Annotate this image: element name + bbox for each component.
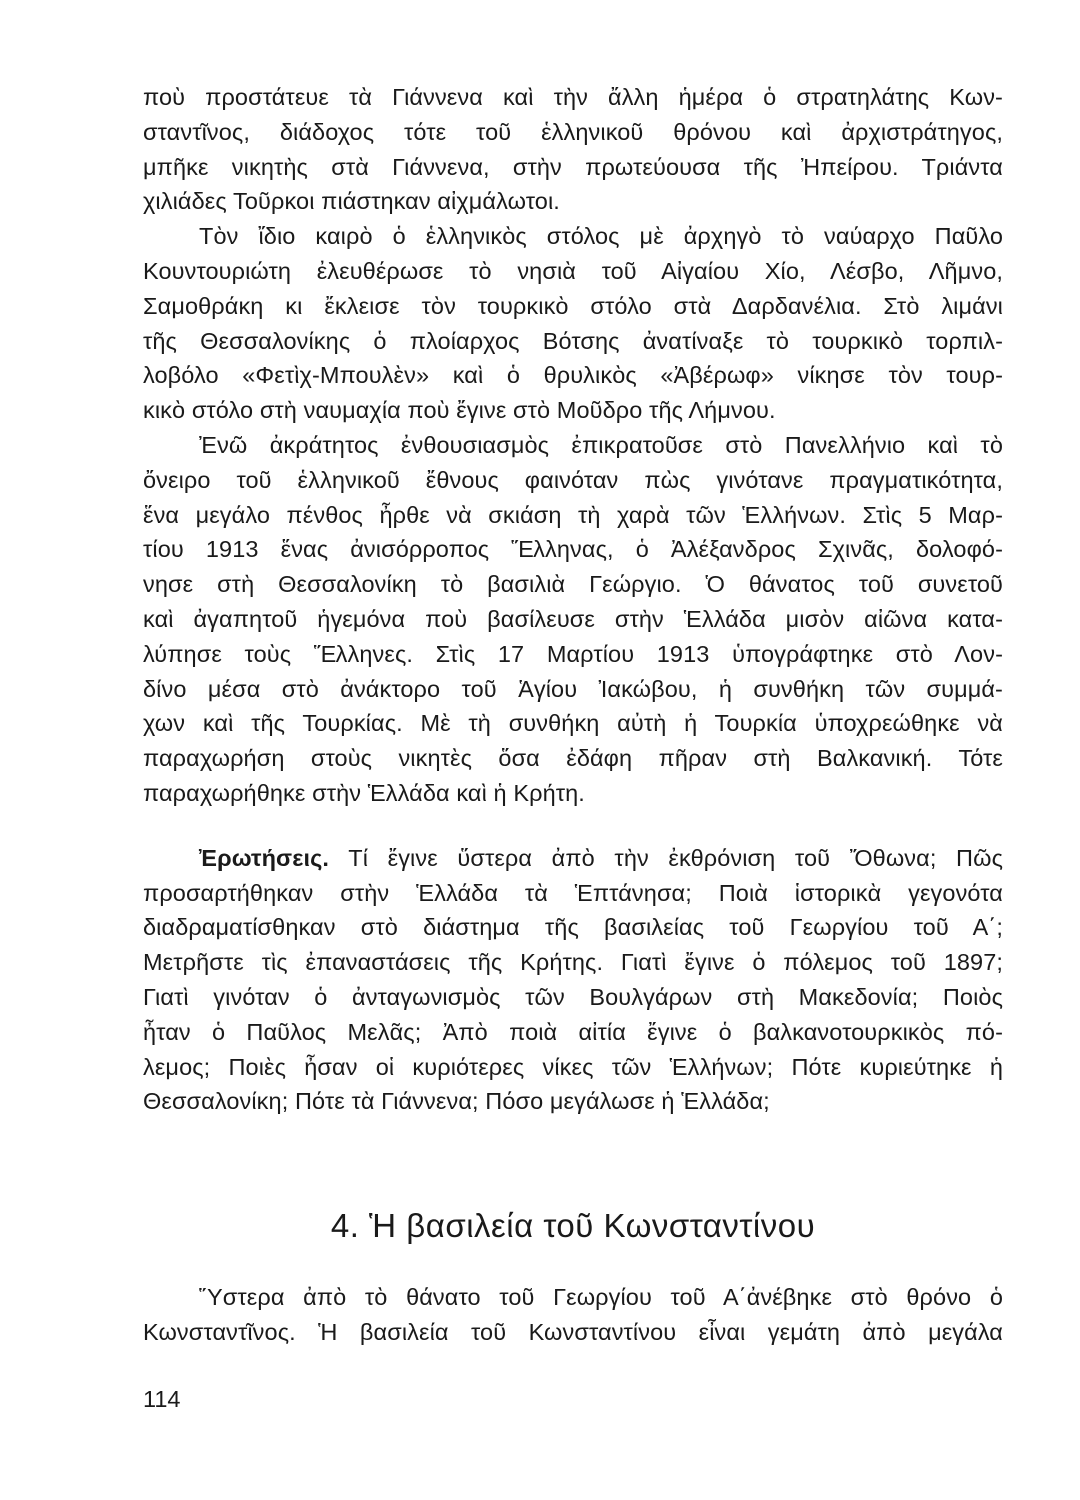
questions-line: προσαρτήθηκαν στὴν Ἑλλάδα τὰ Ἑπτάνησα; Ποιὰ ἱστορικὰ γεγονότα (143, 879, 1003, 906)
questions-line: Γιατὶ γινόταν ὁ ἀνταγωνισμὸς τῶν Βουλγάρων στὴ Μακεδονία; Ποιὸς (143, 983, 1003, 1010)
questions-line: Θεσσαλονίκη; Πότε τὰ Γιάννενα; Πόσο μεγάλωσε ἡ Ἑλλάδα; (143, 1088, 770, 1115)
body-line: ὄνειρο τοῦ ἑλληνικοῦ ἔθνους φαινόταν πὼς γινότανε πραγματικότητα, (143, 466, 1003, 493)
body-line: παραχωρήση στοὺς νικητὲς ὅσα ἐδάφη πῆραν στὴ Βαλκανική. Τότε (143, 745, 1003, 772)
body-line: χιλιάδες Τοῦρκοι πιάστηκαν αἰχμάλωτοι. (143, 188, 560, 215)
body-line: Ἐνῶ ἀκράτητος ἐνθουσιασμὸς ἐπικρατοῦσε στὸ Πανελλήνιο καὶ τὸ (199, 431, 1003, 458)
questions-line: λεμος; Ποιὲς ἦσαν οἱ κυριότερες νίκες τῶν Ἑλλήνων; Πότε κυριεύτηκε ἡ (143, 1053, 1003, 1080)
questions-first-line (143, 841, 1003, 876)
main-text (143, 80, 1003, 1119)
body-line: Σαμοθράκη κι ἔκλεισε τὸν τουρκικὸ στόλο στὰ Δαρδανέλια. Στὸ λιμάνι (143, 292, 1003, 319)
section-text (143, 1280, 1003, 1350)
body-line: λοβόλο «Φετὶχ-Μπουλὲν» καὶ ὁ θρυλικὸς «Ἀβέρωφ» νίκησε τὸν τουρ- (143, 362, 1003, 389)
body-line: τῆς Θεσσαλονίκης ὁ πλοίαρχος Βότσης ἀνατίναξε τὸ τουρκικὸ τορπιλ- (143, 327, 1003, 354)
questions-line: ἦταν ὁ Παῦλος Μελᾶς; Ἀπὸ ποιὰ αἰτία ἔγινε ὁ βαλκανοτουρκικὸς πό- (143, 1018, 1003, 1045)
body-line: Ὕστερα ἀπὸ τὸ θάνατο τοῦ Γεωργίου τοῦ Α΄ἀνέβηκε στὸ θρόνο ὁ (199, 1284, 1003, 1310)
questions-text: Τί ἔγινε ὕστερα ἀπὸ τὴν ἐκθρόνιση τοῦ Ὄθωνα; Πῶς (348, 844, 1003, 871)
body-line: τίου 1913 ἕνας ἀνισόρροπος Ἕλληνας, ὁ Ἀλέξανδρος Σχινᾶς, δολοφό- (143, 536, 1003, 563)
questions-line: Μετρῆστε τὶς ἐπαναστάσεις τῆς Κρήτης. Γιατὶ ἔγινε ὁ πόλεμος τοῦ 1897; (143, 949, 1003, 976)
body-line: μπῆκε νικητὴς στὰ Γιάννενα, στὴν πρωτεύουσα τῆς Ἠπείρου. Τριάντα (143, 153, 1003, 180)
section-heading: 4. Ἡ βασιλεία τοῦ Κωνσταντίνου (330, 1207, 816, 1244)
body-line: ποὺ προστάτευε τὰ Γιάννενα καὶ τὴν ἄλλη ἡμέρα ὁ στρατηλάτης Κων- (143, 84, 1003, 110)
questions-label: Ἐρωτήσεις. (199, 844, 330, 871)
body-line: παραχωρήθηκε στὴν Ἑλλάδα καὶ ἡ Κρήτη. (143, 779, 585, 806)
body-line: καὶ ἀγαπητοῦ ἡγεμόνα ποὺ βασίλευσε στὴν Ἑλλάδα μισὸν αἰῶνα κατα- (143, 605, 1003, 632)
body-line: Τὸν ἴδιο καιρὸ ὁ ἑλληνικὸς στόλος μὲ ἀρχηγὸ τὸ ναύαρχο Παῦλο (199, 223, 1003, 250)
body-line: σταντῖνος, διάδοχος τότε τοῦ ἑλληνικοῦ θρόνου καὶ ἀρχιστράτηγος, (143, 118, 1003, 145)
body-line: ἕνα μεγάλο πένθος ἦρθε νὰ σκιάση τὴ χαρὰ τῶν Ἑλλήνων. Στὶς 5 Μαρ- (143, 501, 1003, 528)
body-line: Κουντουριώτη ἐλευθέρωσε τὸ νησιὰ τοῦ Αἰγαίου Χίο, Λέσβο, Λῆμνο, (143, 257, 1003, 284)
body-line: δίνο μέσα στὸ ἀνάκτορο τοῦ Ἁγίου Ἰακώβου, ἡ συνθήκη τῶν συμμά- (143, 675, 1003, 702)
body-line: Κωνσταντῖνος. Ἡ βασιλεία τοῦ Κωνσταντίνου εἶναι γεμάτη ἀπὸ μεγάλα (143, 1318, 1003, 1345)
page-number: 114 (143, 1386, 181, 1412)
body-line: λύπησε τοὺς Ἕλληνες. Στὶς 17 Μαρτίου 1913 ὑπογράφτηκε στὸ Λον- (143, 640, 1003, 667)
questions-line: διαδραματίσθηκαν στὸ διάστημα τῆς βασιλείας τοῦ Γεωργίου τοῦ Α΄; (143, 914, 1003, 941)
body-line: κικὸ στόλο στὴ ναυμαχία ποὺ ἔγινε στὸ Μοῦδρο τῆς Λήμνου. (143, 397, 776, 424)
spacer (143, 811, 1003, 841)
body-line: χων καὶ τῆς Τουρκίας. Μὲ τὴ συνθήκη αὐτὴ ἡ Τουρκία ὑποχρεώθηκε νὰ (143, 710, 1003, 737)
body-line: νησε στὴ Θεσσαλονίκη τὸ βασιλιὰ Γεώργιο. Ὁ θάνατος τοῦ συνετοῦ (143, 571, 1003, 598)
